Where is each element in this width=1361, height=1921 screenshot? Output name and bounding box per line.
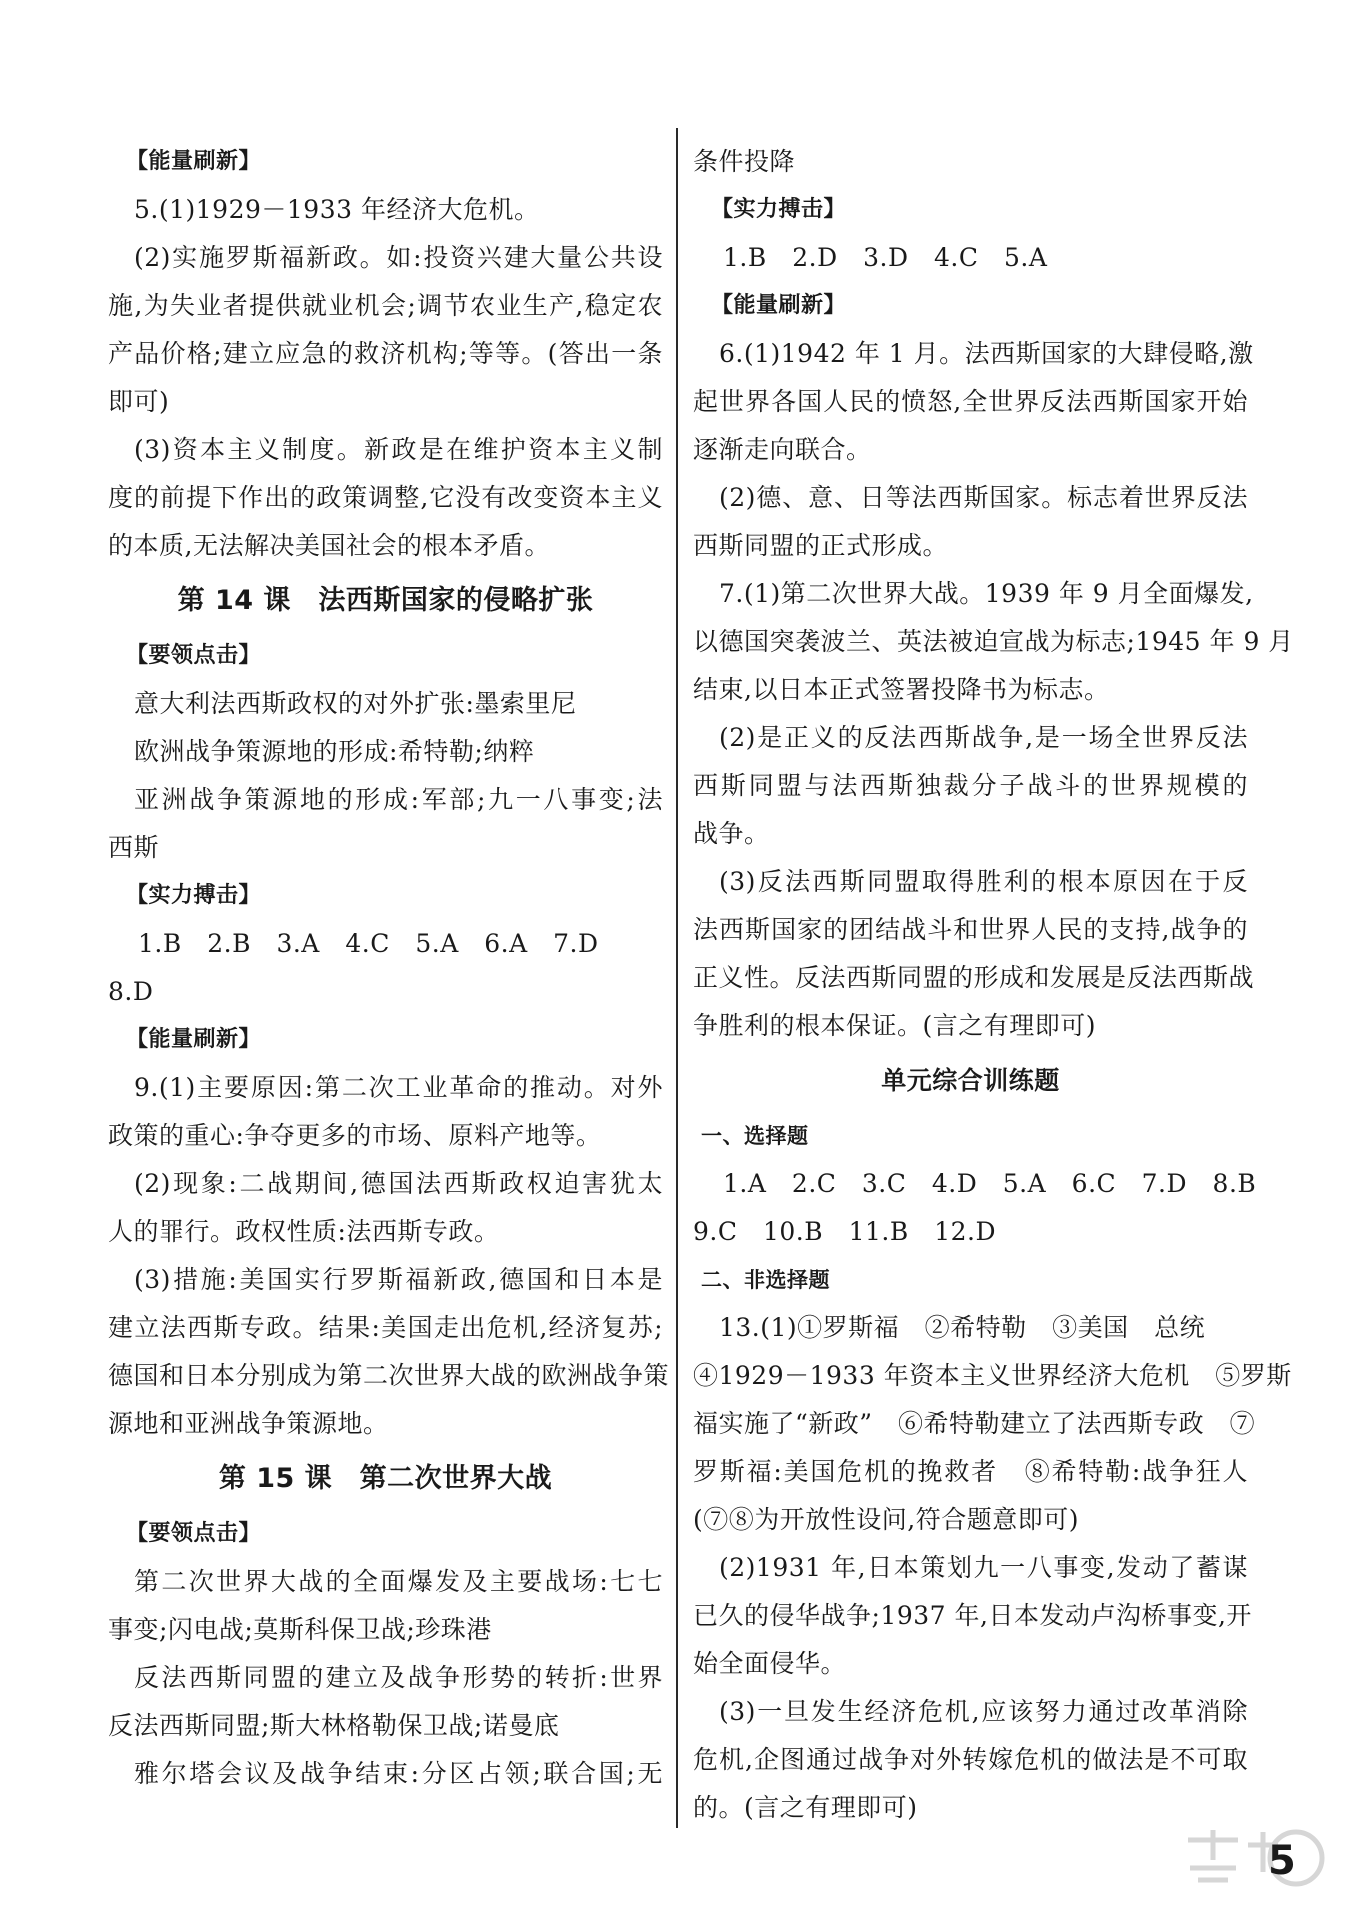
page-number: 5: [1268, 1838, 1296, 1884]
right-section-tag: 【实力搏击】: [711, 197, 847, 222]
right-text-line: 罗斯福:美国危机的挽救者 ⑧希特勒:战争狂人: [693, 1457, 1248, 1486]
left-text-line: 的本质,无法解决美国社会的根本矛盾。: [108, 531, 550, 560]
right-text-line: 始全面侵华。: [693, 1649, 847, 1678]
right-text-line: 起世界各国人民的愤怒,全世界反法西斯国家开始: [693, 387, 1248, 416]
right-text-line: 已久的侵华战争;1937 年,日本发动卢沟桥事变,开: [693, 1601, 1252, 1630]
left-section-tag: 【实力搏击】: [126, 883, 262, 908]
right-unit-title: 单元综合训练题: [881, 1066, 1060, 1095]
right-text-line: (2)1931 年,日本策划九一八事变,发动了蓄谋: [719, 1553, 1248, 1582]
left-text-line: 第二次世界大战的全面爆发及主要战场:七七: [134, 1567, 663, 1596]
left-text-line: 意大利法西斯政权的对外扩张:墨索里尼: [134, 689, 577, 718]
left-text-line: 源地和亚洲战争策源地。: [108, 1409, 389, 1438]
right-section-heading: 二、非选择题: [701, 1268, 830, 1292]
right-section-tag: 【能量刷新】: [711, 293, 847, 318]
left-text-line: 8.D: [108, 977, 154, 1006]
left-answer-line: 1.B 2.B 3.A 4.C 5.A 6.A 7.D: [138, 929, 599, 958]
right-text-line: (3)一旦发生经济危机,应该努力通过改革消除: [719, 1697, 1248, 1726]
left-column: [108, 138, 670, 1798]
left-text-line: 施,为失业者提供就业机会;调节农业生产,稳定农: [108, 291, 663, 320]
right-text-line: 法西斯国家的团结战斗和世界人民的支持,战争的: [693, 915, 1248, 944]
right-text-line: 以德国突袭波兰、英法被迫宣战为标志;1945 年 9 月: [693, 627, 1294, 656]
right-text-line: (⑦⑧为开放性设问,符合题意即可): [693, 1505, 1079, 1534]
left-section-tag: 【要领点击】: [126, 643, 262, 668]
left-text-line: 即可): [108, 387, 170, 416]
right-text-line: 争胜利的根本保证。(言之有理即可): [693, 1011, 1097, 1040]
right-column: [693, 138, 1294, 1832]
left-text-line: 反法西斯同盟的建立及战争形势的转折:世界: [134, 1663, 663, 1692]
right-text-line: 6.(1)1942 年 1 月。法西斯国家的大肆侵略,激: [719, 339, 1254, 368]
right-text-line: 西斯同盟与法西斯独裁分子战斗的世界规模的: [693, 771, 1248, 800]
right-text-line: (2)德、意、日等法西斯国家。标志着世界反法: [719, 483, 1248, 512]
left-text-line: 反法西斯同盟;斯大林格勒保卫战;诺曼底: [108, 1711, 560, 1740]
right-text-line: 西斯同盟的正式形成。: [693, 531, 949, 560]
left-section-tag: 【要领点击】: [126, 1521, 262, 1546]
left-lesson-title: 第 15 课 第二次世界大战: [218, 1463, 553, 1494]
right-text-line: 逐渐走向联合。: [693, 435, 872, 464]
left-lesson-title: 第 14 课 法西斯国家的侵略扩张: [177, 585, 594, 616]
right-text-line: 的。(言之有理即可): [693, 1793, 918, 1822]
left-text-line: 5.(1)1929－1933 年经济大危机。: [134, 195, 540, 224]
right-text-line: 13.(1)①罗斯福 ②希特勒 ③美国 总统: [719, 1313, 1206, 1342]
left-text-line: 欧洲战争策源地的形成:希特勒;纳粹: [134, 737, 535, 766]
right-text-line: 危机,企图通过战争对外转嫁危机的做法是不可取: [693, 1745, 1248, 1774]
left-text-line: 度的前提下作出的政策调整,它没有改变资本主义: [108, 483, 663, 512]
left-text-line: 德国和日本分别成为第二次世界大战的欧洲战争策: [108, 1361, 670, 1390]
right-text-line: (3)反法西斯同盟取得胜利的根本原因在于反: [719, 867, 1248, 896]
left-text-line: 亚洲战争策源地的形成:军部;九一八事变;法: [134, 785, 663, 814]
left-text-line: 产品价格;建立应急的救济机构;等等。(答出一条: [108, 339, 663, 368]
right-text-line: 福实施了“新政” ⑥希特勒建立了法西斯专政 ⑦: [693, 1409, 1256, 1438]
right-answer-line: 1.B 2.D 3.D 4.C 5.A: [723, 243, 1048, 272]
left-text-line: 事变;闪电战;莫斯科保卫战;珍珠港: [108, 1615, 492, 1644]
right-text-line: 7.(1)第二次世界大战。1939 年 9 月全面爆发,: [719, 579, 1254, 608]
right-text-line: 9.C 10.B 11.B 12.D: [693, 1217, 997, 1246]
left-text-line: (2)实施罗斯福新政。如:投资兴建大量公共设: [134, 243, 663, 272]
left-section-tag: 【能量刷新】: [126, 149, 262, 174]
left-text-line: 人的罪行。政权性质:法西斯专政。: [108, 1217, 500, 1246]
right-text-line: ④1929－1933 年资本主义世界经济大危机 ⑤罗斯: [693, 1361, 1292, 1390]
right-text-line: (2)是正义的反法西斯战争,是一场全世界反法: [719, 723, 1248, 752]
right-section-heading: 一、选择题: [701, 1124, 809, 1148]
left-text-line: 雅尔塔会议及战争结束:分区占领;联合国;无: [134, 1759, 663, 1788]
left-text-line: 西斯: [108, 833, 160, 862]
right-text-line: 正义性。反法西斯同盟的形成和发展是反法西斯战: [693, 963, 1255, 992]
left-text-line: (3)资本主义制度。新政是在维护资本主义制: [134, 435, 663, 464]
left-text-line: (3)措施:美国实行罗斯福新政,德国和日本是: [134, 1265, 663, 1294]
right-text-line: 结束,以日本正式签署投降书为标志。: [693, 675, 1110, 704]
left-text-line: 建立法西斯专政。结果:美国走出危机,经济复苏;: [108, 1313, 663, 1342]
right-text-line: 条件投降: [693, 147, 796, 176]
right-answer-line: 1.A 2.C 3.C 4.D 5.A 6.C 7.D 8.B: [723, 1169, 1257, 1198]
left-text-line: 政策的重心:争夺更多的市场、原料产地等。: [108, 1121, 602, 1150]
left-text-line: (2)现象:二战期间,德国法西斯政权迫害犹太: [134, 1169, 663, 1198]
left-section-tag: 【能量刷新】: [126, 1027, 262, 1052]
right-text-line: 战争。: [693, 819, 770, 848]
column-divider: [676, 128, 678, 1828]
watermark-logo-icon: [1178, 1820, 1328, 1910]
left-text-line: 9.(1)主要原因:第二次工业革命的推动。对外: [134, 1073, 663, 1102]
